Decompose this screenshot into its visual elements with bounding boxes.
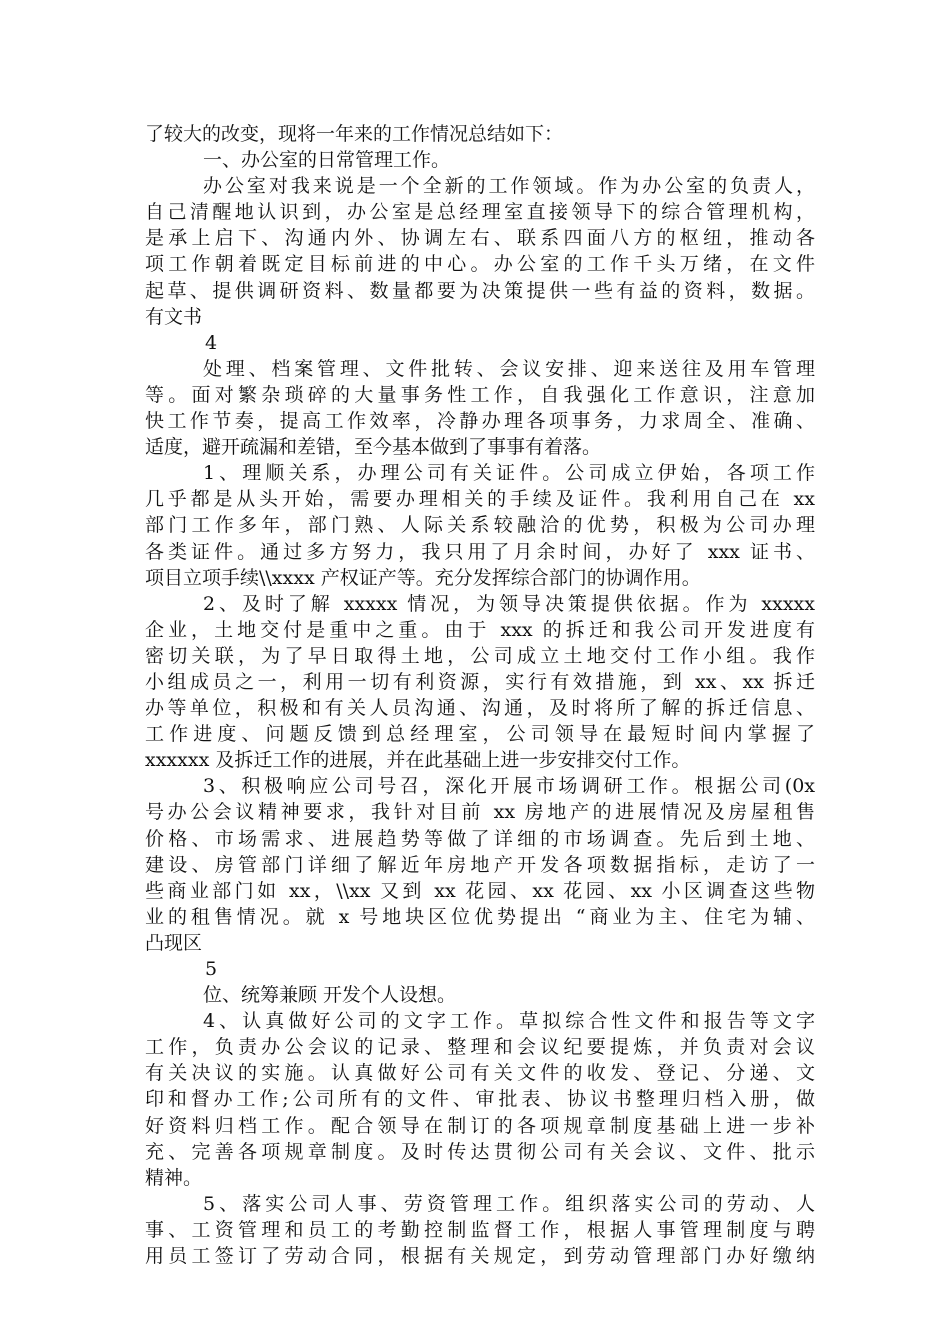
text-line: 好资料归档工作。配合领导在制订的各项规章制度基础上进一步补 [145,1114,815,1137]
text-line: 1、理顺关系，办理公司有关证件。公司成立伊始，各项工作 [203,462,815,485]
page-number: 5 [205,958,218,980]
text-line: 5、落实公司人事、劳资管理工作。组织落实公司的劳动、人 [203,1192,815,1215]
text-line: 有关决议的实施。认真做好公司有关文件的收发、登记、分递、文 [145,1062,815,1085]
section-heading: 一、办公室的日常管理工作。 [203,149,451,172]
text-line: 是承上启下、沟通内外、协调左右、联系四面八方的枢纽，推动各 [145,227,815,250]
text-line: 企业，土地交付是重中之重。由于 xxx 的拆迁和我公司开发进度有 [145,618,815,641]
text-line: 4、认真做好公司的文字工作。草拟综合性文件和报告等文字 [203,1010,815,1033]
text-line: 办公室对我来说是一个全新的工作领域。作为办公室的负责人， [203,175,815,198]
document-page [145,121,815,1269]
text-line: 印和督办工作;公司所有的文件、审批表、协议书整理归档入册，做 [145,1088,815,1111]
text-line: 办等单位，积极和有关人员沟通、沟通，及时将所了解的拆迁信息、 [145,697,815,720]
text-line: xxxxxx 及拆迁工作的进展，并在此基础上进一步安排交付工作。 [145,749,691,772]
text-line: 工作进度、问题反馈到总经理室，公司领导在最短时间内掌握了 [145,723,815,746]
text-line: 精神。 [145,1166,203,1189]
text-line: 位、统筹兼顾 开发个人设想。 [203,984,457,1007]
text-line: 自己清醒地认识到，办公室是总经理室直接领导下的综合管理机构， [145,201,815,224]
text-line: 业的租售情况。就 x 号地块区位优势提出 “商业为主、住宅为辅、 [145,905,815,928]
text-line: 部门工作多年，部门熟、人际关系较融洽的优势，积极为公司办理 [145,514,815,537]
text-line: 密切关联，为了早日取得土地，公司成立土地交付工作小组。我作 [145,644,815,667]
text-line: 工作，负责办公会议的记录、整理和会议纪要提炼，并负责对会议 [145,1036,815,1059]
text-line: 用员工签订了劳动合同，根据有关规定，到劳动管理部门办好缴纳 [145,1245,815,1268]
text-line: 起草、提供调研资料、数量都要为决策提供一些有益的资料，数据。 [145,279,815,302]
text-line: 3、积极响应公司号召，深化开展市场调研工作。根据公司(0x [203,775,815,798]
text-line: 等。面对繁杂琐碎的大量事务性工作，自我强化工作意识，注意加 [145,383,815,406]
text-line: 价格、市场需求、进展趋势等做了详细的市场调查。先后到土地、 [145,827,815,850]
text-line: 项工作朝着既定目标前进的中心。办公室的工作千头万绪，在文件 [145,253,815,276]
text-line: 了较大的改变，现将一年来的工作情况总结如下： [145,123,564,145]
text-line: 些商业部门如 xx，\\xx 又到 xx 花园、xx 花园、xx 小区调查这些物 [145,879,815,902]
text-line: 2、及时了解 xxxxx 情况，为领导决策提供依据。作为 xxxxx [203,592,815,615]
text-line: 有文书 [145,305,203,328]
text-line: 各类证件。通过多方努力，我只用了月余时间，办好了 xxx 证书、 [145,540,815,563]
text-line: 小组成员之一，利用一切有利资源，实行有效措施，到 xx、xx 拆迁 [145,670,815,693]
text-line: 凸现区 [145,931,203,954]
text-line: 几乎都是从头开始，需要办理相关的手续及证件。我利用自己在 xx [145,488,815,511]
text-line: 事、工资管理和员工的考勤控制监督工作，根据人事管理制度与聘 [145,1218,815,1241]
text-line: 号办公会议精神要求，我针对目前 xx 房地产的进展情况及房屋租售 [145,801,815,824]
page-number: 4 [205,331,218,354]
text-line: 快工作节奏，提高工作效率，冷静办理各项事务，力求周全、准确、 [145,410,815,433]
text-line: 处理、档案管理、文件批转、会议安排、迎来送往及用车管理 [203,357,815,380]
text-line: 适度，避开疏漏和差错，至今基本做到了事事有着落。 [145,436,602,459]
text-line: 建设、房管部门详细了解近年房地产开发各项数据指标，走访了一 [145,853,815,876]
text-line: 项目立项手续\\xxxx 产权证产等。充分发挥综合部门的协调作用。 [145,566,701,589]
text-line: 充、完善各项规章制度。及时传达贯彻公司有关会议、文件、批示 [145,1140,815,1163]
